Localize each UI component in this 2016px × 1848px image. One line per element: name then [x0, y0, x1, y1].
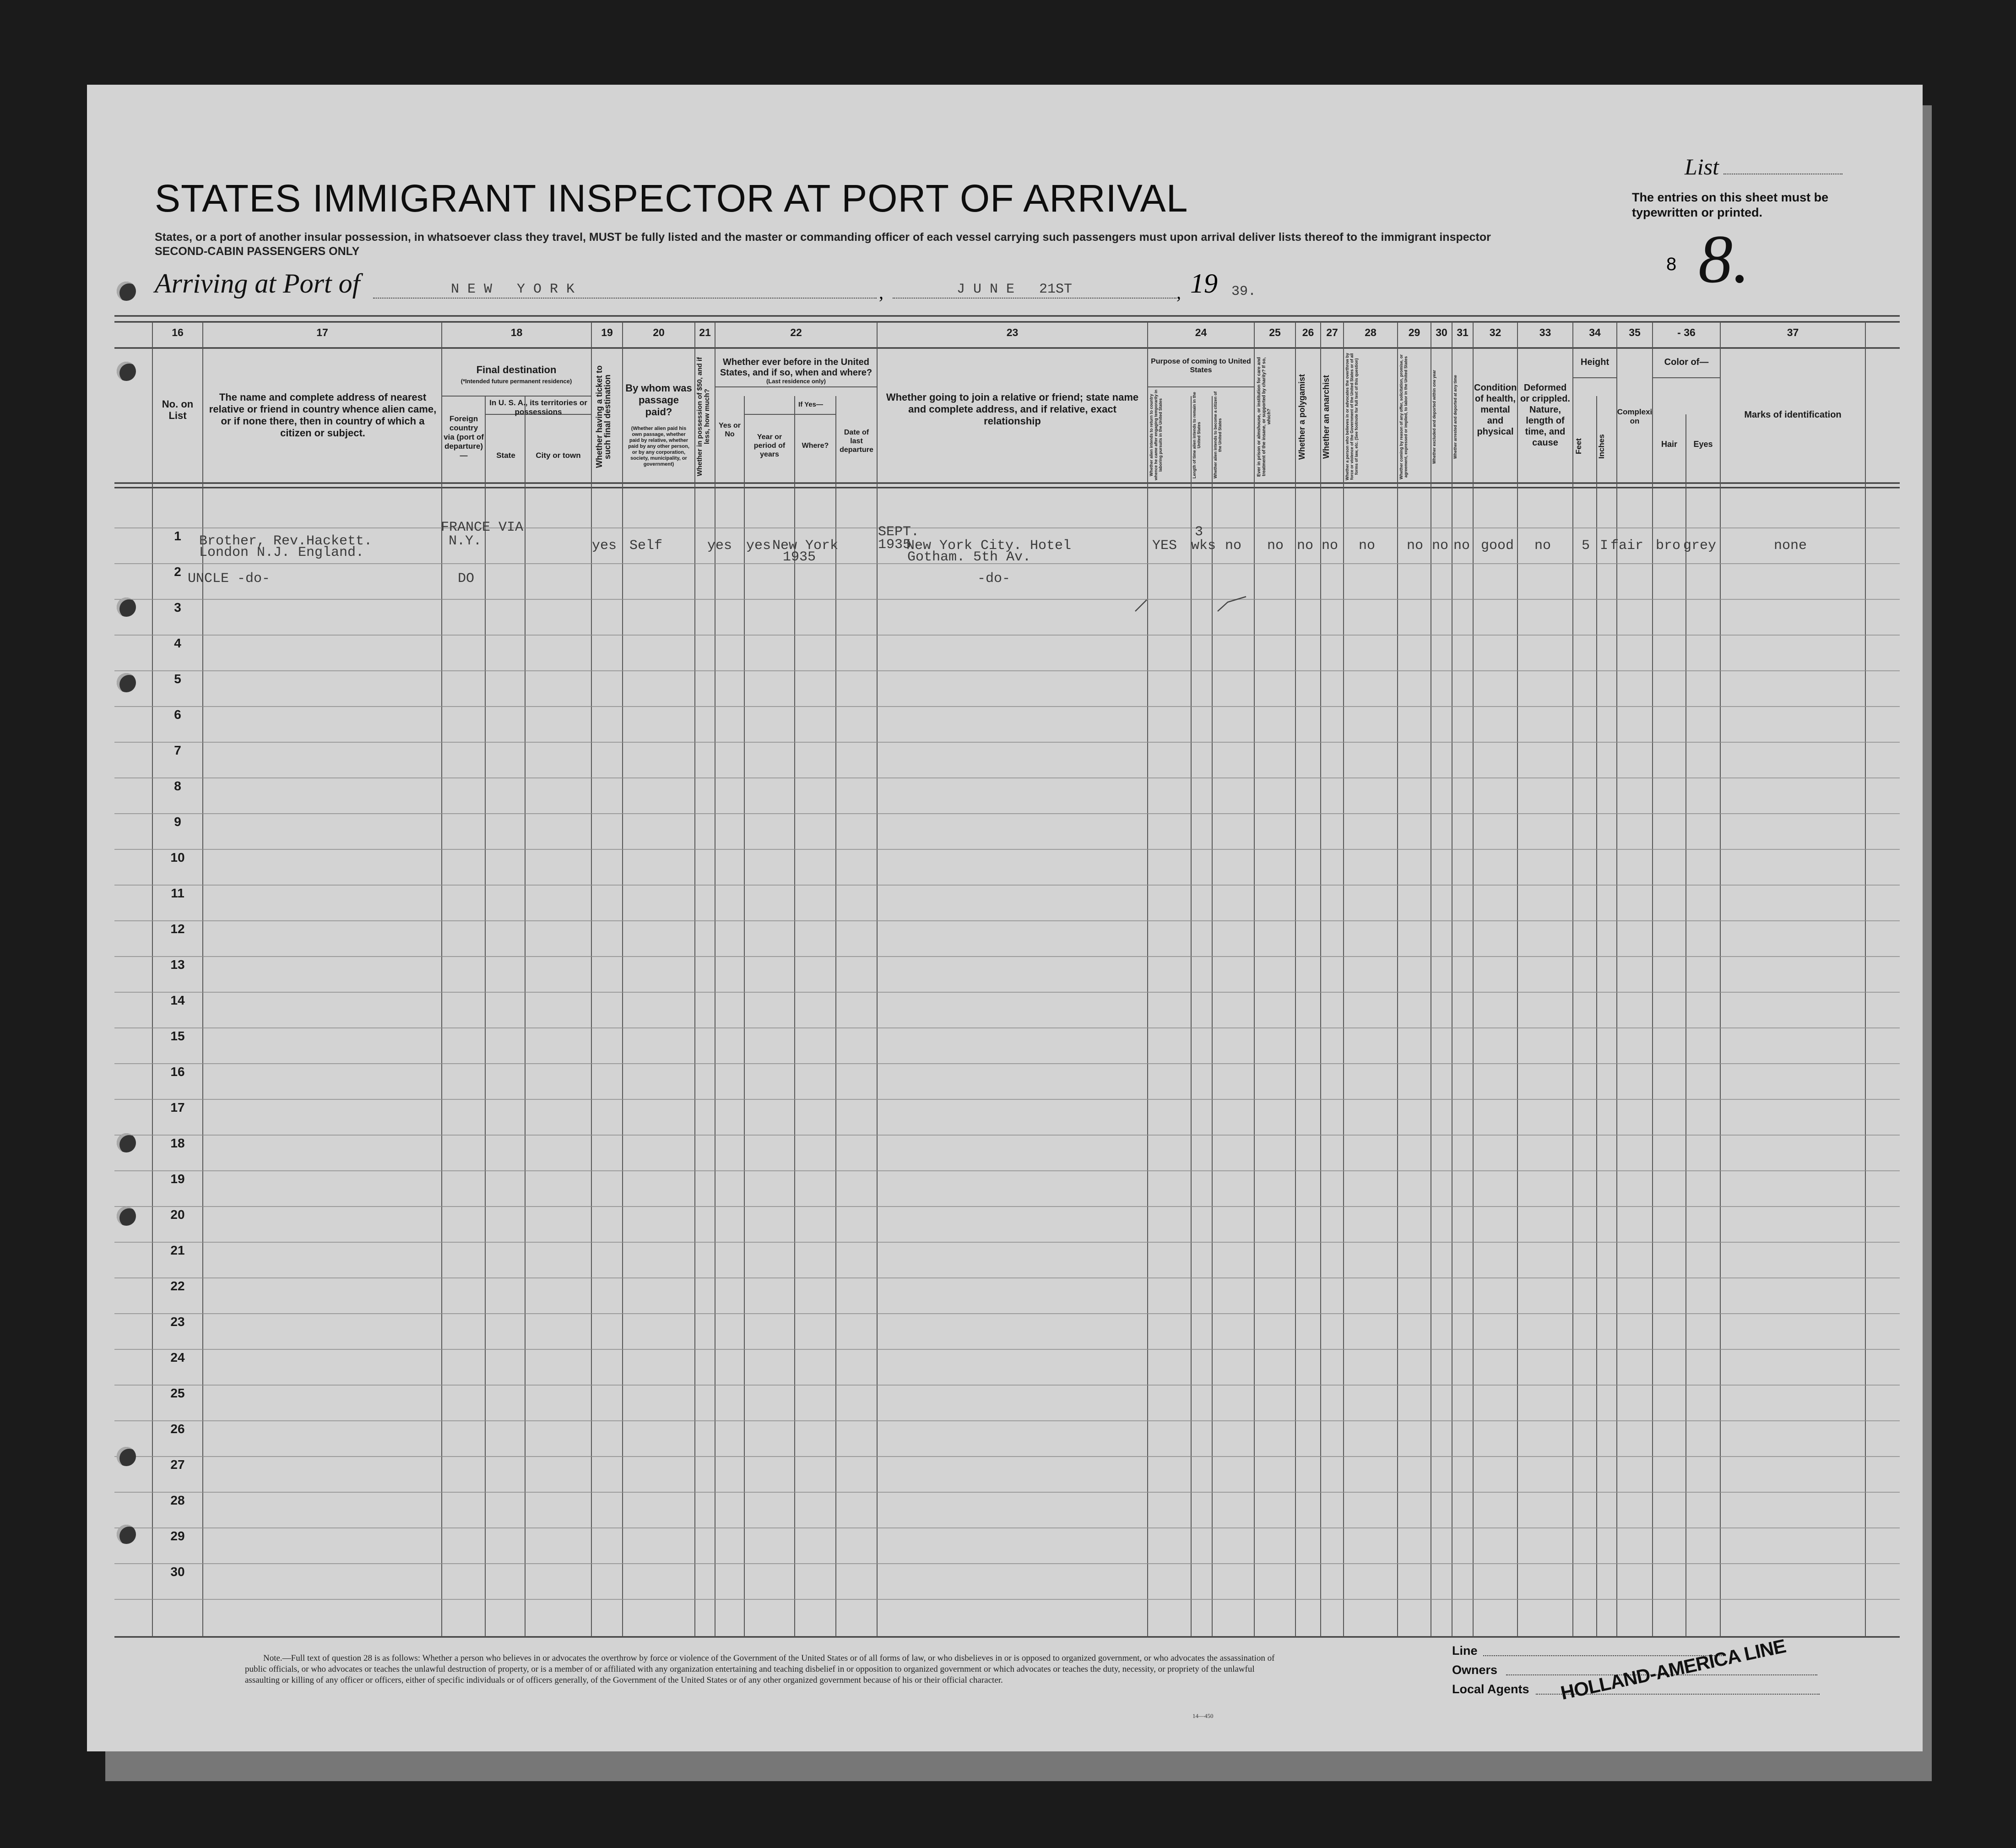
col-37-num: 37 — [1787, 326, 1799, 338]
row-number: 9 — [174, 815, 181, 829]
row1-deported: no — [1453, 538, 1470, 554]
row1-relative-line1: Brother, Rev.Hackett. — [199, 533, 373, 549]
row-number: 1 — [174, 529, 181, 543]
row-number: 26 — [170, 1422, 185, 1436]
col-25-header: Ever in prison or almshouse, or institution for care and treatment of the insane, or supported by charity? If so, which? — [1257, 357, 1272, 477]
col-22-header: Whether ever before in the United States, and if so, when and where? — [720, 357, 873, 378]
row1-passage-paid: Self — [629, 538, 663, 554]
year-prefix: 19 — [1190, 268, 1218, 299]
row1-prison: no — [1267, 538, 1284, 554]
col-21-num: 21 — [699, 326, 711, 338]
holland-america-stamp: HOLLAND-AMERICA LINE — [1559, 1635, 1788, 1704]
col-34-num: 34 — [1589, 326, 1601, 338]
col-25-num: 25 — [1269, 326, 1281, 338]
manifest-title: STATES IMMIGRANT INSPECTOR AT PORT OF ARRIVAL — [155, 177, 1188, 220]
col-22-period-header: Year or period of years — [753, 433, 786, 458]
row-number: 7 — [174, 743, 181, 757]
col-36-eyes-header: Eyes — [1693, 440, 1713, 449]
line-label: Line — [1452, 1644, 1478, 1658]
col-18-city-header: City or town — [536, 451, 581, 460]
row1-excluded: no — [1432, 538, 1449, 554]
row-number: 2 — [174, 565, 181, 579]
row1-marks: none — [1774, 538, 1807, 554]
col-20-num: 20 — [653, 326, 665, 338]
row-number: 24 — [170, 1350, 185, 1364]
punch-hole — [117, 1207, 136, 1226]
col-37-header: Marks of identification — [1744, 410, 1842, 420]
col-36-num: - 36 — [1677, 326, 1696, 338]
row-number: 8 — [174, 779, 181, 793]
col-35-num: 35 — [1629, 326, 1641, 338]
owners-label: Owners — [1452, 1663, 1498, 1677]
punch-hole — [117, 673, 136, 692]
manifest-sheet: STATES IMMIGRANT INSPECTOR AT PORT OF ARRIVAL States, or a port of another insular possession, in whatsoever class they travel, MUST be fully listed and the master or commanding officer of each vessel carrying such passengers must upon arrival deliver lists thereof to the immigrant inspector SECOND-CABIN PASSENGERS ONLY List The entries on this sheet must be typewritten or printed. 8 8. Arriving at Port of N E W Y O R K , J U N E 21ST , 19 39. 16 17 18 19 20 21 22 23 24 25 26 27 28 29 30 31 32 33 34 35 - 36 37 No. on List The name and complete address of nearest relative or friend in country whence alien came, or if none there, then in country of which a citizen or subject. Final destination (*Intended future permanent residence) Foreign country via (port of departure)— In U. S. A., its territories or possessions State City or town Whether having a ticket to such final destination By whom was passage paid? (Whether alien paid his own passage, whether paid by relative, whether paid by any other person, or by any corporation, society, municipality, or government) Whether in possession of $50, and if less, how much? Whether ever before in the United States, and if so, when and where? (Last residence only) Yes or No If Yes— Year or period of years Where? Date of last departure Whether going to join a relative or friend; state name and complete address, and if relative, exact relationship Purpose of coming to United States Whether alien intends to return to country whence he came after engaging temporarily in laboring pursuits in the United States Length of time alien intends to remain in the United States Whether alien intends to become a citizen of the United States Ever in prison or almshouse, or institution for care and treatment of the insane, or supported by charity? If so, which? Whether a polygamist Whether an anarchist Whether a person who believes in or advocates the overthrow by force or violence of the Government of the United States or of all forms of law, etc. (See footnote for full text of this question) Whether coming by reason of any offer, solicitation, promise, or agreement, expressed or implied, to labor in the United States Whether excluded and deported within one year Whether arrested and deported at any time Condition of health, mental and physical Deformed or crippled. Nature, length of time, and cause Height Feet Inches Complexion Color of— Hair Eyes Marks of identification Brother, Rev.Hackett. London N.J. England. FRANCE VIA N.Y. yes Self yes yes New York 1935 SEPT. 1935 New York City. Hotel Gotham. 5th Av. YES 3 wks no no no no no no no no good no 5 I fair bro grey none UNCLE -do- DO -do- Note.—Full text of question 28 is as follows: Whether a person who believes in or advocates the overthrow by force or violence of the Government of the United States or of all forms of law, or who disbelieves in or is opposed to organized government, or who advocates the assassination of public officials, or who advocates or teaches the unlawful destruction of property, or is a member of or affiliated with any organization entertaining and teaching disbelief in or opposition to organized government or which advocates or teaches the duty, necessity, or propriety of the unlawful assaulting or killing of any officer or officers, either of specific individuals or of officers generally, of the Government of the United States or of any other organized government because of his or their official character. 14—450 Line Owners Local Agents HOLLAND-AMERICA LINE 1 2 3 4 5 6 7 8 9 10 11 12 13 14 15 16 17 18 19 20 21 22 23 24 25 26 27 28 29 30 — [87, 85, 1923, 1751]
row-number: 22 — [170, 1279, 185, 1293]
row1-polygamist: no — [1297, 538, 1314, 554]
punch-hole — [117, 282, 136, 301]
col-17-header: The name and complete address of nearest relative or friend in country whence alien came, or if none there, then in country of which a citizen or subject. — [209, 391, 437, 439]
col-18-usa-header: In U. S. A., its territories or possessions — [489, 398, 587, 416]
col-24-num: 24 — [1195, 326, 1207, 338]
row-number: 23 — [170, 1315, 185, 1329]
col-20-header: By whom was passage paid? — [625, 382, 692, 418]
local-agents-label: Local Agents — [1452, 1682, 1529, 1696]
row-number: 17 — [170, 1100, 185, 1114]
col-32-header: Condition of health, mental and physical — [1474, 383, 1517, 437]
col-32-num: 32 — [1489, 326, 1501, 338]
col-34-inches-header: Inches — [1597, 434, 1606, 459]
col-16-header: No. on List — [162, 398, 194, 421]
col-27-num: 27 — [1326, 326, 1338, 338]
row1-inches: I — [1600, 538, 1609, 554]
col-22-num: 22 — [790, 326, 802, 338]
row-number: 10 — [170, 850, 185, 864]
col-27-header: Whether an anarchist — [1322, 375, 1331, 459]
row-number: 11 — [171, 886, 184, 900]
row1-feet: 5 — [1582, 538, 1590, 554]
row1-length-line2: wks — [1191, 538, 1216, 554]
list-prefix: 8 — [1666, 254, 1677, 274]
punch-hole — [117, 1525, 136, 1544]
col-22-yesno-header: Yes or No — [718, 422, 741, 438]
col-17-num: 17 — [316, 326, 328, 338]
row1-hair: bro — [1656, 538, 1681, 554]
row-number: 25 — [170, 1386, 185, 1400]
col-18-state-header: State — [496, 451, 515, 460]
col-22-ifyes-header: If Yes— — [798, 401, 823, 408]
row1-relative-line2: London N.J. England. — [199, 545, 364, 560]
col-18-num: 18 — [510, 326, 523, 338]
row-number: 3 — [174, 600, 181, 614]
row1-period-line2: 1935 — [783, 549, 816, 565]
row-number: 16 — [170, 1065, 185, 1079]
row2-joining: -do- — [977, 571, 1011, 587]
col-28-header: Whether a person who believes in or advocates the overthrow by force or violence of the Government of the United States or of all forms of law, etc. (See footnote for full text of this question) — [1345, 353, 1359, 481]
col-31-num: 31 — [1457, 326, 1469, 338]
arrival-date: J U N E 21ST — [957, 282, 1073, 297]
row1-departure-line1: SEPT. — [878, 524, 920, 540]
row-number: 29 — [170, 1529, 185, 1543]
row-number: 21 — [170, 1243, 185, 1257]
col-24-citizen-header: Whether alien intends to become a citizen of the United States — [1213, 391, 1222, 479]
col-23-num: 23 — [1006, 326, 1019, 338]
col-28-num: 28 — [1365, 326, 1377, 338]
col-24-length-header: Length of time alien intends to remain in the United States — [1192, 391, 1201, 478]
col-18-subheader: (*Intended future permanent residence) — [461, 378, 572, 385]
row-number: 6 — [174, 707, 181, 722]
col-30-header: Whether excluded and deported within one year — [1432, 370, 1436, 464]
row1-eyes: grey — [1683, 538, 1717, 554]
col-19-header: Whether having a ticket to such final destination — [595, 365, 612, 468]
col-30-num: 30 — [1436, 326, 1447, 338]
col-26-num: 26 — [1302, 326, 1314, 338]
row1-joining-line2: Gotham. 5th Av. — [907, 549, 1031, 565]
row1-complexion: fair — [1610, 538, 1644, 554]
row-number: 19 — [170, 1172, 185, 1186]
col-33-num: 33 — [1539, 326, 1551, 338]
col-35-header: Complexion — [1617, 408, 1653, 425]
row1-has-50: yes — [707, 538, 732, 554]
arriving-label: Arriving at Port of — [155, 268, 360, 299]
row-number: 14 — [170, 993, 185, 1007]
row1-joining-line1: New York City. Hotel — [906, 538, 1072, 554]
col-31-header: Whether arrested and deported at any time — [1453, 375, 1458, 459]
row-number: 20 — [170, 1207, 185, 1222]
row-number: 27 — [170, 1457, 185, 1472]
col-22-date-header: Date of last departure — [840, 429, 873, 454]
col-33-header: Deformed or crippled. Nature, length of time, and cause — [1520, 383, 1570, 448]
col-18-foreign-header: Foreign country via (port of departure)— — [444, 414, 484, 460]
row1-anarchist: no — [1322, 538, 1339, 554]
arrival-year: 39. — [1231, 284, 1257, 299]
list-number-handwritten: 8. — [1698, 221, 1750, 297]
row1-destination-line1: FRANCE VIA — [441, 520, 524, 535]
instructions-line: States, or a port of another insular possession, in whatsoever class they travel, MUST be fully listed and the master or commanding officer of each vessel carrying such passengers must upon arrival deliver lists thereof to the immigrant inspector — [155, 231, 1491, 244]
second-cabin-label: SECOND-CABIN PASSENGERS ONLY — [155, 245, 360, 258]
row1-purpose: YES — [1152, 538, 1177, 554]
entries-note: The entries on this sheet must be typewritten or printed. — [1632, 190, 1829, 219]
form-number: 14—450 — [1192, 1712, 1214, 1719]
row-number: 18 — [170, 1136, 185, 1150]
row1-health: good — [1481, 538, 1514, 554]
punch-hole — [117, 1447, 136, 1466]
row1-length-line1: 3 — [1195, 524, 1203, 540]
col-34-feet-header: Feet — [1574, 438, 1583, 455]
col-29-num: 29 — [1408, 326, 1420, 338]
row1-labor-offer: no — [1407, 538, 1424, 554]
col-36-hair-header: Hair — [1661, 440, 1677, 449]
row1-destination-line2: N.Y. — [449, 533, 482, 549]
row1-before-in-us: yes — [746, 538, 771, 554]
row-number: 30 — [170, 1565, 185, 1579]
row-number: 13 — [170, 957, 185, 972]
row1-departure-line2: 1935 — [878, 537, 911, 553]
row-number: 5 — [174, 672, 181, 686]
row1-deformed: no — [1534, 538, 1551, 554]
col-21-header: Whether in possession of $50, and if less, how much? — [696, 357, 711, 477]
punch-hole — [117, 598, 136, 617]
arrival-port: N E W Y O R K — [451, 282, 575, 297]
col-18-header: Final destination — [476, 364, 557, 375]
question-28-footnote: Note.—Full text of question 28 is as follows: Whether a person who believes in or advocates the overthrow by force or violence of the Government of the United States or of all forms of law, or who disbelieves in or is opposed to organized government, or who advocates the assassination of public officials, or who advocates or teaches the unlawful destruction of property, or is a member of or affiliated with any organization entertaining and teaching disbelief in or opposition to organized government or which advocates or teaches the duty, necessity, or propriety of the unlawful assaulting or killing of any officer or officers, either of specific individuals or of officers generally, of the Government of the United States or of any other organized government because of his or their official character. — [245, 1653, 1275, 1685]
col-22-where-header: Where? — [802, 442, 829, 450]
col-23-header: Whether going to join a relative or friend; state name and complete address, and if relative, exact relationship — [886, 391, 1139, 427]
row-number: 15 — [170, 1029, 185, 1043]
row1-period-line1: New York — [772, 538, 839, 554]
col-36-header: Color of— — [1664, 357, 1709, 367]
col-19-num: 19 — [601, 326, 613, 338]
col-20-subheader: (Whether alien paid his own passage, whether paid by relative, whether paid by any other person, or by any corporation, society, municipality, or government) — [628, 426, 689, 467]
row-number: 4 — [174, 636, 181, 650]
col-29-header: Whether coming by reason of any offer, solicitation, promise, or agreement, expressed or implied, to labor in the United States — [1399, 354, 1408, 479]
row2-relative: UNCLE -do- — [188, 571, 271, 587]
col-34-header: Height — [1580, 357, 1610, 367]
row1-ticket: yes — [592, 538, 617, 554]
col-22-subheader: (Last residence only) — [766, 378, 826, 385]
row2-destination: DO — [458, 571, 475, 587]
list-label-text: List — [1685, 154, 1719, 179]
row1-citizen: no — [1225, 538, 1242, 554]
col-26-header: Whether a polygamist — [1297, 374, 1306, 460]
punch-hole — [117, 1133, 136, 1152]
row-number: 12 — [170, 922, 185, 936]
row1-q28: no — [1359, 538, 1376, 554]
col-24-return-header: Whether alien intends to return to country whence he came after engaging temporarily in laboring pursuits in the United States — [1149, 389, 1163, 481]
col-24-header: Purpose of coming to United States — [1151, 358, 1251, 374]
punch-hole — [117, 362, 136, 381]
col-16-num: 16 — [172, 326, 184, 338]
row-number: 28 — [170, 1493, 185, 1507]
